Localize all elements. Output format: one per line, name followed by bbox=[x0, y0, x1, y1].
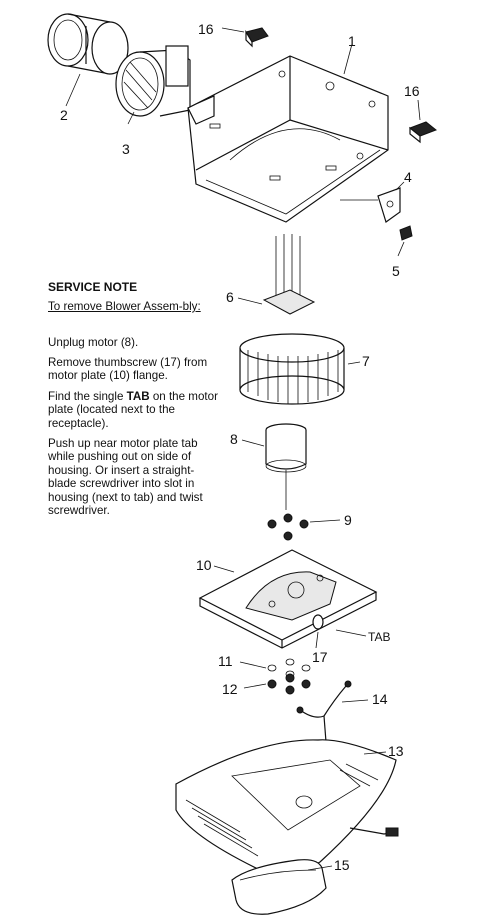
step-3-text-before: Find the single bbox=[48, 390, 124, 403]
callout-2: 2 bbox=[60, 107, 68, 123]
callout-13: 13 bbox=[388, 743, 404, 759]
service-note-subtitle: To remove Blower Assem-bly: bbox=[48, 300, 201, 313]
service-note-step-3 bbox=[48, 390, 220, 430]
callout-6: 6 bbox=[226, 289, 234, 305]
callout-11: 11 bbox=[218, 653, 233, 669]
service-note-step-2: Remove thumbscrew (17) from motor plate (10) flange. bbox=[48, 356, 208, 383]
part-17-thumbscrew bbox=[313, 615, 323, 629]
part-13-grille bbox=[176, 740, 398, 874]
part-12-nuts bbox=[268, 674, 310, 694]
part-7-blower-wheel bbox=[240, 334, 344, 404]
service-note-title: SERVICE NOTE bbox=[48, 280, 138, 294]
callout-7: 7 bbox=[362, 353, 370, 369]
callout-17: 17 bbox=[312, 649, 328, 665]
part-3-damper-duct bbox=[116, 46, 190, 116]
callout-16-top: 16 bbox=[198, 21, 214, 37]
callout-3: 3 bbox=[122, 141, 130, 157]
callout-4: 4 bbox=[404, 169, 412, 185]
callout-12: 12 bbox=[222, 681, 238, 697]
callout-16-right: 16 bbox=[404, 83, 420, 99]
part-6-motor-support bbox=[264, 234, 314, 314]
part-16-bracket-top bbox=[246, 28, 268, 46]
callout-5: 5 bbox=[392, 263, 400, 279]
step-3-text-after: on the motor plate (located next to the receptacle). bbox=[48, 390, 218, 430]
part-15-lens bbox=[232, 860, 326, 915]
part-10-motor-plate bbox=[200, 550, 376, 648]
callout-14: 14 bbox=[372, 691, 388, 707]
part-2-duct-ring bbox=[48, 14, 128, 74]
part-14-wire bbox=[297, 681, 351, 742]
part-4-bracket bbox=[340, 188, 400, 222]
callout-15: 15 bbox=[334, 857, 350, 873]
part-1-housing bbox=[188, 56, 388, 222]
part-5-screw bbox=[400, 226, 412, 240]
service-note-step-1: Unplug motor (8). bbox=[48, 336, 139, 349]
part-9-nuts bbox=[268, 514, 308, 540]
callout-8: 8 bbox=[230, 431, 238, 447]
part-16-bracket-right bbox=[410, 122, 436, 142]
service-note-step-4: Push up near motor plate tab while pushing out on side of housing. Or insert a straight-blade screwdriver into slot in housing (next to tab) and twist screwdriver. bbox=[48, 437, 203, 518]
step-3-tab-bold: TAB bbox=[126, 390, 150, 403]
callout-1: 1 bbox=[348, 33, 356, 49]
tab-label: TAB bbox=[368, 630, 391, 644]
callout-9: 9 bbox=[344, 512, 352, 528]
part-8-motor bbox=[266, 424, 306, 510]
callout-10: 10 bbox=[196, 557, 212, 573]
